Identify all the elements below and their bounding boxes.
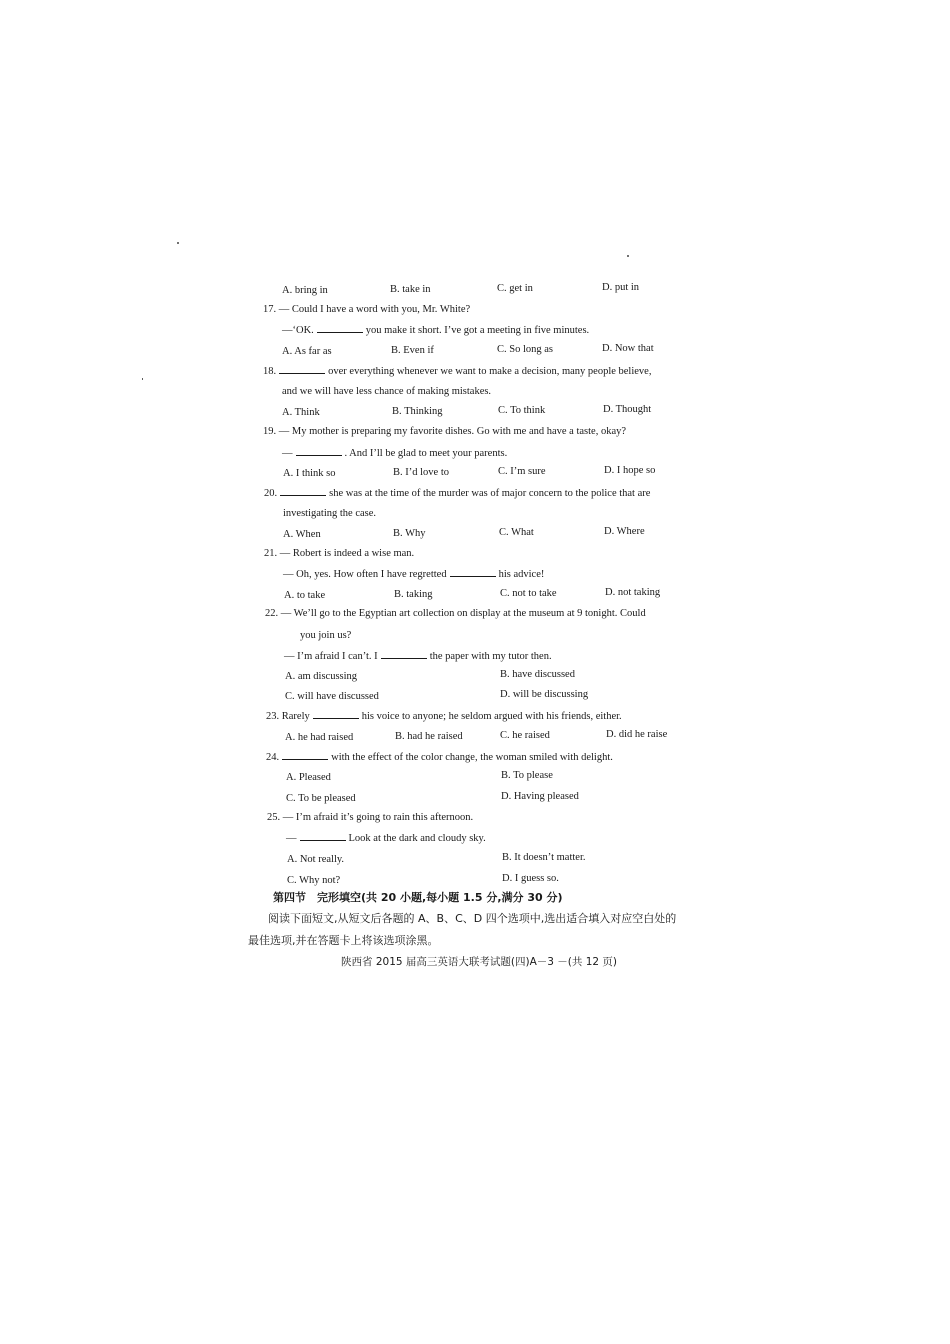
q17-option-a: A. As far as bbox=[282, 346, 332, 357]
answer-blank bbox=[300, 831, 346, 841]
q25-option-b: B. It doesn’t matter. bbox=[502, 852, 586, 863]
q19-option-d: D. I hope so bbox=[604, 465, 656, 476]
q21-reply-pre: — Oh, yes. How often I have regretted bbox=[283, 569, 447, 580]
q19-option-c: C. I’m sure bbox=[498, 466, 546, 477]
q19-option-a: A. I think so bbox=[283, 468, 336, 479]
q18-number: 18. bbox=[263, 366, 277, 377]
q21-reply-post: his advice! bbox=[498, 569, 545, 580]
q22-reply bbox=[284, 649, 552, 664]
q18-stem bbox=[263, 364, 651, 379]
q16-option-a: A. bring in bbox=[282, 285, 328, 296]
q24-option-d: D. Having pleased bbox=[501, 791, 579, 802]
q23-post: his voice to anyone; he seldom argued with his friends, either. bbox=[361, 711, 622, 722]
q18-text: over everything whenever we want to make a decision, many people believe, bbox=[328, 366, 652, 377]
q17-reply-pre: —‘OK. bbox=[282, 325, 314, 336]
answer-blank bbox=[313, 709, 359, 719]
q25-option-d: D. I guess so. bbox=[502, 873, 559, 884]
q23-option-a: A. he had raised bbox=[285, 732, 354, 743]
section4-title: 第四节 完形填空(共 20 小题,每小题 1.5 分,满分 30 分) bbox=[273, 891, 563, 904]
q25-option-a: A. Not really. bbox=[287, 854, 345, 865]
q25-reply-pre: — bbox=[286, 833, 297, 844]
q18-stem-cont: and we will have less chance of making mistakes. bbox=[282, 386, 492, 397]
q20-option-b: B. Why bbox=[393, 528, 426, 539]
q22-option-d: D. will be discussing bbox=[500, 689, 589, 700]
answer-blank bbox=[279, 364, 325, 374]
q19-reply-post: . And I’ll be glad to meet your parents. bbox=[344, 448, 508, 459]
q24-text: with the effect of the color change, the woman smiled with delight. bbox=[331, 752, 613, 763]
answer-blank bbox=[381, 649, 427, 659]
q17-stem: 17. — Could I have a word with you, Mr. White? bbox=[263, 304, 471, 315]
q18-option-a: A. Think bbox=[282, 407, 320, 418]
q20-number: 20. bbox=[264, 488, 278, 499]
q25-stem: 25. — I’m afraid it’s going to rain this afternoon. bbox=[267, 812, 474, 823]
q22-stem: 22. — We’ll go to the Egyptian art collection on display at the museum at 9 tonight. Could bbox=[265, 608, 646, 619]
q16-option-c: C. get in bbox=[497, 283, 533, 294]
q20-stem-cont: investigating the case. bbox=[283, 508, 377, 519]
q22-stem-cont: you join us? bbox=[300, 630, 352, 641]
q23-option-b: B. had he raised bbox=[395, 731, 463, 742]
q20-option-d: D. Where bbox=[604, 526, 645, 537]
q22-reply-post: the paper with my tutor then. bbox=[429, 651, 552, 662]
scan-speck bbox=[627, 255, 629, 257]
answer-blank bbox=[450, 567, 496, 577]
q20-option-a: A. When bbox=[283, 529, 321, 540]
q24-stem bbox=[266, 750, 613, 765]
q22-option-a: A. am discussing bbox=[285, 671, 358, 682]
q20-text: she was at the time of the murder was of major concern to the police that are bbox=[329, 488, 651, 499]
q24-number: 24. bbox=[266, 752, 280, 763]
q25-reply bbox=[286, 831, 486, 846]
scan-speck bbox=[177, 242, 179, 244]
answer-blank bbox=[282, 750, 328, 760]
q16-option-d: D. put in bbox=[602, 282, 640, 293]
q24-option-a: A. Pleased bbox=[286, 772, 331, 783]
q19-stem: 19. — My mother is preparing my favorite dishes. Go with me and have a taste, okay? bbox=[263, 426, 627, 437]
q17-option-d: D. Now that bbox=[602, 343, 654, 354]
q20-option-c: C. What bbox=[499, 527, 534, 538]
answer-blank bbox=[280, 486, 326, 496]
q23-pre: 23. Rarely bbox=[266, 711, 310, 722]
q24-option-c: C. To be pleased bbox=[286, 793, 356, 804]
section4-instruction-line2: 最佳选项,并在答题卡上将该选项涂黑。 bbox=[248, 934, 439, 947]
q21-option-a: A. to take bbox=[284, 590, 326, 601]
scan-speck bbox=[142, 378, 143, 380]
q23-stem bbox=[266, 709, 622, 724]
q21-reply bbox=[283, 567, 544, 582]
q22-option-c: C. will have discussed bbox=[285, 691, 379, 702]
q25-reply-post: Look at the dark and cloudy sky. bbox=[348, 833, 486, 844]
page-footer: 陕西省 2015 届高三英语大联考试题(四)A－3 －(共 12 页) bbox=[341, 956, 618, 968]
q17-option-b: B. Even if bbox=[391, 345, 434, 356]
q23-option-d: D. did he raise bbox=[606, 729, 668, 740]
q19-option-b: B. I’d love to bbox=[393, 467, 449, 478]
q24-option-b: B. To please bbox=[501, 770, 553, 781]
q21-option-b: B. taking bbox=[394, 589, 433, 600]
q17-option-c: C. So long as bbox=[497, 344, 554, 355]
q21-stem: 21. — Robert is indeed a wise man. bbox=[264, 548, 415, 559]
q19-reply-pre: — bbox=[282, 448, 293, 459]
q18-option-c: C. To think bbox=[498, 405, 546, 416]
q17-reply-post: you make it short. I’ve got a meeting in five minutes. bbox=[365, 325, 590, 336]
q22-reply-pre: — I’m afraid I can’t. I bbox=[284, 651, 378, 662]
q20-stem bbox=[264, 486, 650, 501]
q18-option-b: B. Thinking bbox=[392, 406, 443, 417]
q19-reply bbox=[282, 446, 507, 461]
answer-blank bbox=[296, 446, 342, 456]
q18-option-d: D. Thought bbox=[603, 404, 652, 415]
section4-instruction-line1: 阅读下面短文,从短文后各题的 A、B、C、D 四个选项中,选出适合填入对应空白处的 bbox=[268, 912, 677, 925]
q21-option-d: D. not taking bbox=[605, 587, 661, 598]
q16-option-b: B. take in bbox=[390, 284, 431, 295]
q25-option-c: C. Why not? bbox=[287, 875, 341, 886]
q23-option-c: C. he raised bbox=[500, 730, 550, 741]
q17-reply bbox=[282, 323, 589, 338]
answer-blank bbox=[317, 323, 363, 333]
q22-option-b: B. have discussed bbox=[500, 669, 575, 680]
q21-option-c: C. not to take bbox=[500, 588, 557, 599]
